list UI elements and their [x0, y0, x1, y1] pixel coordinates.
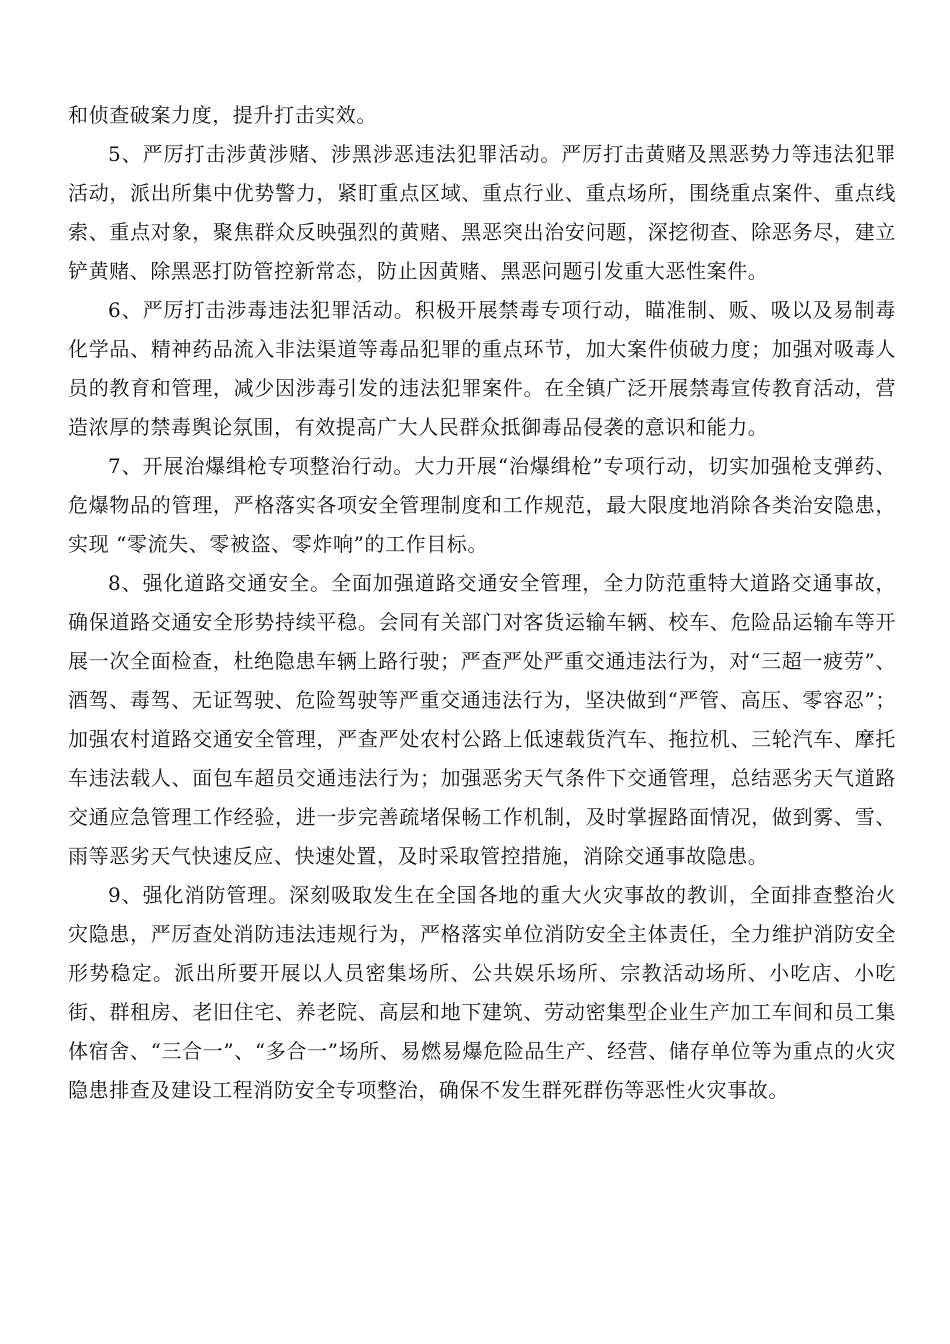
- document-page: [68, 96, 896, 1110]
- paragraph-item-6: 6、严厉打击涉毒违法犯罪活动。积极开展禁毒专项行动，瞄准制、贩、吸以及易制毒化学品、精神药品流入非法渠道等毒品犯罪的重点环节，加大案件侦破力度；加强对吸毒人员的教育和管理，减少因涉毒引发的违法犯罪案件。在全镇广泛开展禁毒宣传教育活动，营造浓厚的禁毒舆论氛围，有效提高广大人民群众抵御毒品侵袭的意识和能力。: [68, 298, 896, 439]
- paragraph-continuation: 和侦查破案力度，提升打击实效。: [68, 103, 377, 127]
- paragraph-item-9: 9、强化消防管理。深刻吸取发生在全国各地的重大火灾事故的教训，全面排查整治火灾隐患，严厉查处消防违法违规行为，严格落实单位消防安全主体责任，全力维护消防安全形势稳定。派出所要开展以人员密集场所、公共娱乐场所、宗教活动场所、小吃店、小吃街、群租房、老旧住宅、养老院、高层和地下建筑、劳动密集型企业生产加工车间和员工集体宿舍、“三合一”、“多合一”场所、易燃易爆危险品生产、经营、储存单位等为重点的火灾隐患排查及建设工程消防安全专项整治，确保不发生群死群伤等恶性火灾事故。: [68, 883, 896, 1102]
- paragraph-item-7: 7、开展治爆缉枪专项整治行动。大力开展“治爆缉枪”专项行动，切实加强枪支弹药、危爆物品的管理，严格落实各项安全管理制度和工作规范，最大限度地消除各类治安隐患，实现 “零流失、零被盗、零炸响”的工作目标。: [68, 454, 896, 556]
- paragraph-item-5: 5、严厉打击涉黄涉赌、涉黑涉恶违法犯罪活动。严厉打击黄赌及黑恶势力等违法犯罪活动，派出所集中优势警力，紧盯重点区域、重点行业、重点场所，围绕重点案件、重点线索、重点对象，聚焦群众反映强烈的黄赌、黑恶突出治安问题，深挖彻查、除恶务尽，建立铲黄赌、除黑恶打防管控新常态，防止因黄赌、黑恶问题引发重大恶性案件。: [68, 142, 896, 283]
- paragraph-item-8: 8、强化道路交通安全。全面加强道路交通安全管理，全力防范重特大道路交通事故，确保道路交通安全形势持续平稳。会同有关部门对客货运输车辆、校车、危险品运输车等开展一次全面检查，杜绝隐患车辆上路行驶；严查严处严重交通违法行为，对“三超一疲劳”、酒驾、毒驾、无证驾驶、危险驾驶等严重交通违法行为，坚决做到“严管、高压、零容忍”；加强农村道路交通安全管理，严查严处农村公路上低速载货汽车、拖拉机、三轮汽车、摩托车违法载人、面包车超员交通违法行为；加强恶劣天气条件下交通管理，总结恶劣天气道路交通应急管理工作经验，进一步完善疏堵保畅工作机制，及时掌握路面情况，做到雾、雪、雨等恶劣天气快速反应、快速处置，及时采取管控措施，消除交通事故隐患。: [68, 571, 896, 868]
